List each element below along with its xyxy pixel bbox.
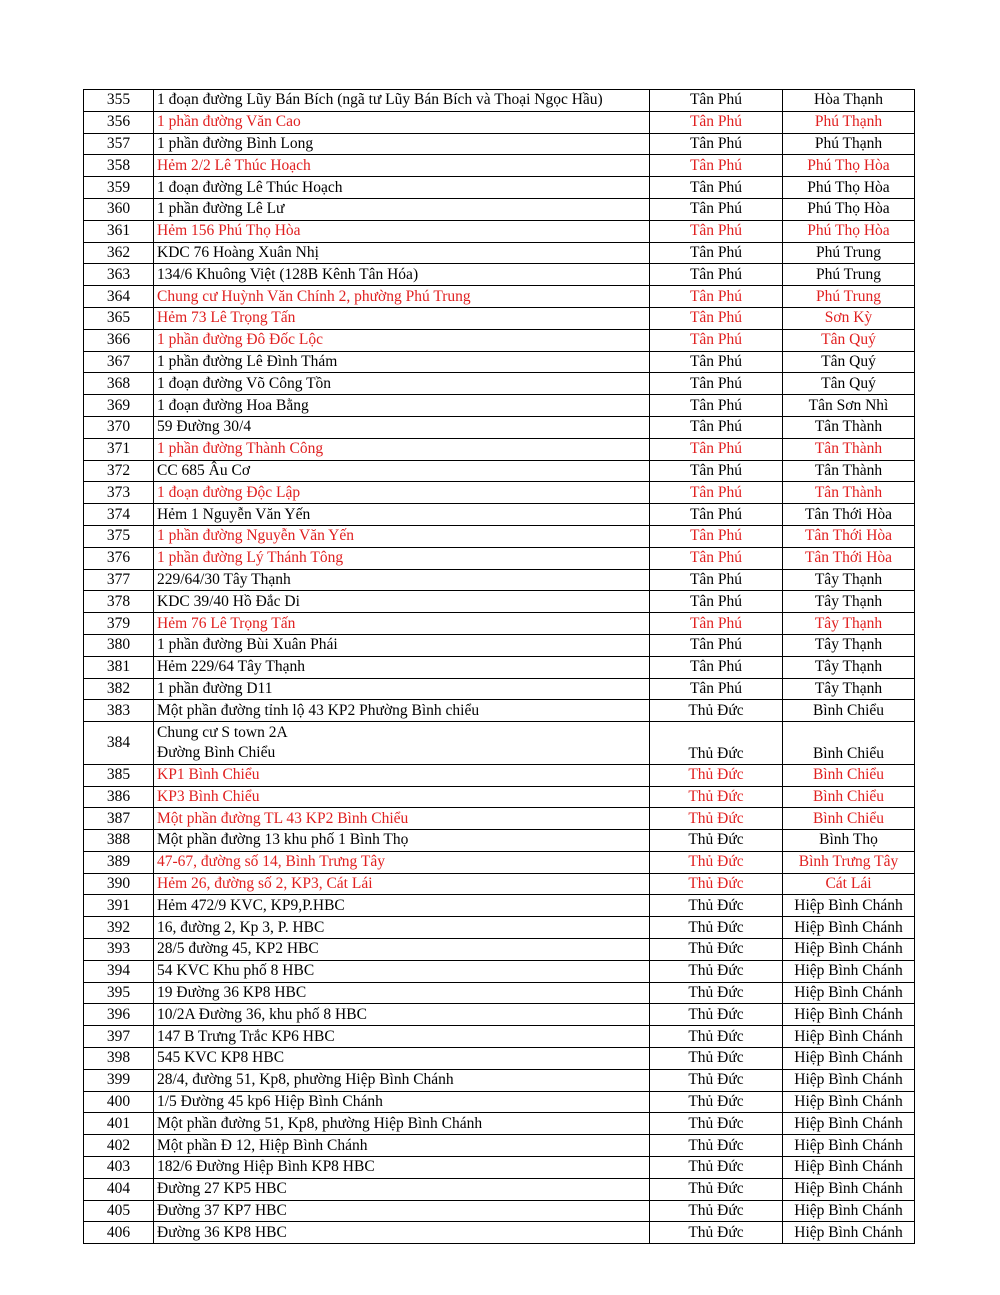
district-cell: Thủ Đức	[650, 1135, 783, 1157]
ward-cell: Phú Thọ Hòa	[783, 155, 915, 177]
district-cell: Tân Phú	[650, 286, 783, 308]
district-cell: Tân Phú	[650, 220, 783, 242]
row-number: 361	[84, 220, 154, 242]
location-line-1: Chung cư S town 2A	[157, 723, 288, 741]
table-row	[84, 1069, 915, 1091]
district-cell: Tân Phú	[650, 198, 783, 220]
table-row	[84, 1026, 915, 1048]
ward-cell: Bình Thọ	[783, 830, 915, 852]
ward-cell: Bình Chiểu	[783, 808, 915, 830]
location-cell: KP3 Bình Chiểu	[154, 786, 650, 808]
location-cell: 1 phần đường Bình Long	[154, 133, 650, 155]
table-row	[84, 895, 915, 917]
district-cell: Tân Phú	[650, 395, 783, 417]
district-cell: Tân Phú	[650, 307, 783, 329]
table-row	[84, 1178, 915, 1200]
district-cell: Thủ Đức	[650, 1091, 783, 1113]
row-number: 369	[84, 395, 154, 417]
ward-cell: Hiệp Bình Chánh	[783, 1113, 915, 1135]
district-cell: Tân Phú	[650, 177, 783, 199]
table-row	[84, 525, 915, 547]
row-number: 392	[84, 917, 154, 939]
row-number: 395	[84, 982, 154, 1004]
row-number: 398	[84, 1048, 154, 1070]
table-row	[84, 395, 915, 417]
row-number: 372	[84, 460, 154, 482]
row-number: 383	[84, 700, 154, 722]
location-cell: 10/2A Đường 36, khu phố 8 HBC	[154, 1004, 650, 1026]
location-cell: 28/4, đường 51, Kp8, phường Hiệp Bình Chánh	[154, 1069, 650, 1091]
district-cell: Thủ Đức	[650, 982, 783, 1004]
location-cell: 1 phần đường Đô Đốc Lộc	[154, 329, 650, 351]
district-cell: Thủ Đức	[650, 786, 783, 808]
table-row	[84, 960, 915, 982]
table-row	[84, 1048, 915, 1070]
district-cell: Thủ Đức	[650, 917, 783, 939]
district-cell: Tân Phú	[650, 525, 783, 547]
row-number: 396	[84, 1004, 154, 1026]
ward-cell: Hiệp Bình Chánh	[783, 1091, 915, 1113]
table-row	[84, 678, 915, 700]
ward-cell: Phú Trung	[783, 242, 915, 264]
location-line-2: Đường Bình Chiểu	[157, 743, 276, 761]
row-number: 388	[84, 830, 154, 852]
table-row	[84, 613, 915, 635]
ward-cell: Hiệp Bình Chánh	[783, 1200, 915, 1222]
ward-cell: Phú Trung	[783, 264, 915, 286]
row-number: 400	[84, 1091, 154, 1113]
ward-cell: Hiệp Bình Chánh	[783, 1178, 915, 1200]
ward-cell: Sơn Kỳ	[783, 307, 915, 329]
row-number: 367	[84, 351, 154, 373]
row-number: 355	[84, 90, 154, 112]
district-cell: Thủ Đức	[650, 808, 783, 830]
ward-cell: Phú Thạnh	[783, 111, 915, 133]
district-cell: Tân Phú	[650, 591, 783, 613]
table-row	[84, 198, 915, 220]
location-cell: 28/5 đường 45, KP2 HBC	[154, 939, 650, 961]
district-cell: Tân Phú	[650, 329, 783, 351]
row-number: 404	[84, 1178, 154, 1200]
district-cell: Tân Phú	[650, 482, 783, 504]
ward-cell: Hiệp Bình Chánh	[783, 895, 915, 917]
location-cell: 134/6 Khuông Việt (128B Kênh Tân Hóa)	[154, 264, 650, 286]
row-number: 376	[84, 547, 154, 569]
district-cell: Tân Phú	[650, 547, 783, 569]
location-cell: 545 KVC KP8 HBC	[154, 1048, 650, 1070]
district-cell: Tân Phú	[650, 351, 783, 373]
district-cell: Tân Phú	[650, 656, 783, 678]
table-row	[84, 1113, 915, 1135]
table-row	[84, 917, 915, 939]
ward-cell: Tây Thạnh	[783, 591, 915, 613]
location-cell: Đường 36 KP8 HBC	[154, 1222, 650, 1244]
district-cell: Tân Phú	[650, 504, 783, 526]
location-cell: 19 Đường 36 KP8 HBC	[154, 982, 650, 1004]
lockdown-areas-table	[83, 89, 915, 1244]
table-row	[84, 416, 915, 438]
table-row	[84, 1222, 915, 1244]
table-row	[84, 504, 915, 526]
location-cell: KDC 76 Hoàng Xuân Nhị	[154, 242, 650, 264]
table-row	[84, 1004, 915, 1026]
ward-cell: Hiệp Bình Chánh	[783, 1048, 915, 1070]
location-cell: 1 đoạn đường Hoa Bằng	[154, 395, 650, 417]
location-cell: Một phần đường tỉnh lộ 43 KP2 Phường Bình chiểu	[154, 700, 650, 722]
location-cell: 1 phần đường Thành Công	[154, 438, 650, 460]
district-cell: Thủ Đức	[650, 1178, 783, 1200]
location-cell: Hẻm 472/9 KVC, KP9,P.HBC	[154, 895, 650, 917]
table-row	[84, 786, 915, 808]
district-cell: Tân Phú	[650, 460, 783, 482]
row-number: 360	[84, 198, 154, 220]
ward-cell: Bình Trưng Tây	[783, 851, 915, 873]
ward-cell: Tân Thới Hòa	[783, 504, 915, 526]
location-cell: Chung cư Huỳnh Văn Chính 2, phường Phú Trung	[154, 286, 650, 308]
row-number: 364	[84, 286, 154, 308]
row-number: 370	[84, 416, 154, 438]
table-row	[84, 177, 915, 199]
location-cell: 1 phần đường D11	[154, 678, 650, 700]
ward-cell: Tân Thành	[783, 438, 915, 460]
location-cell: Đường 37 KP7 HBC	[154, 1200, 650, 1222]
ward-cell: Tân Thành	[783, 416, 915, 438]
table-row	[84, 547, 915, 569]
location-cell: 1/5 Đường 45 kp6 Hiệp Bình Chánh	[154, 1091, 650, 1113]
location-cell: CC 685 Âu Cơ	[154, 460, 650, 482]
table-row	[84, 286, 915, 308]
district-cell: Thủ Đức	[650, 1200, 783, 1222]
row-number: 365	[84, 307, 154, 329]
ward-cell: Tân Quý	[783, 373, 915, 395]
ward-cell: Hiệp Bình Chánh	[783, 960, 915, 982]
row-number: 373	[84, 482, 154, 504]
location-cell: 16, đường 2, Kp 3, P. HBC	[154, 917, 650, 939]
table-row	[84, 634, 915, 656]
ward-cell: Hiệp Bình Chánh	[783, 1004, 915, 1026]
table-row	[84, 808, 915, 830]
ward-cell: Tân Thới Hòa	[783, 525, 915, 547]
location-cell: 182/6 Đường Hiệp Bình KP8 HBC	[154, 1157, 650, 1179]
location-cell: KDC 39/40 Hồ Đắc Di	[154, 591, 650, 613]
table-row	[84, 656, 915, 678]
table-body	[84, 90, 915, 1244]
district-cell: Tân Phú	[650, 90, 783, 112]
district-cell: Tân Phú	[650, 678, 783, 700]
ward-cell: Tân Thới Hòa	[783, 547, 915, 569]
district-cell: Thủ Đức	[650, 939, 783, 961]
district-cell: Tân Phú	[650, 438, 783, 460]
ward-cell: Tân Quý	[783, 351, 915, 373]
location-cell: 1 phần đường Lê Lư	[154, 198, 650, 220]
ward-cell: Phú Thọ Hòa	[783, 220, 915, 242]
district-cell: Thủ Đức	[650, 895, 783, 917]
location-cell: Hẻm 1 Nguyễn Văn Yến	[154, 504, 650, 526]
table-row	[84, 307, 915, 329]
row-number: 362	[84, 242, 154, 264]
district-cell: Thủ Đức	[650, 1048, 783, 1070]
district-cell: Thủ Đức	[650, 851, 783, 873]
location-cell: 47-67, đường số 14, Bình Trưng Tây	[154, 851, 650, 873]
row-number: 356	[84, 111, 154, 133]
row-number: 406	[84, 1222, 154, 1244]
district-cell: Thủ Đức	[650, 1004, 783, 1026]
ward-cell: Bình Chiểu	[783, 786, 915, 808]
row-number: 390	[84, 873, 154, 895]
district-cell: Tân Phú	[650, 634, 783, 656]
district-cell: Tân Phú	[650, 373, 783, 395]
location-cell: 147 B Trưng Trắc KP6 HBC	[154, 1026, 650, 1048]
row-number: 402	[84, 1135, 154, 1157]
ward-cell: Tây Thạnh	[783, 678, 915, 700]
location-cell: 229/64/30 Tây Thạnh	[154, 569, 650, 591]
ward-cell: Phú Thạnh	[783, 133, 915, 155]
table-row	[84, 220, 915, 242]
location-cell: KP1 Bình Chiểu	[154, 764, 650, 786]
row-number: 359	[84, 177, 154, 199]
row-number: 357	[84, 133, 154, 155]
location-cell	[154, 722, 650, 765]
ward-cell: Hiệp Bình Chánh	[783, 1026, 915, 1048]
location-cell: Hẻm 2/2 Lê Thúc Hoạch	[154, 155, 650, 177]
ward-cell: Tân Sơn Nhì	[783, 395, 915, 417]
table-row	[84, 1091, 915, 1113]
row-number: 386	[84, 786, 154, 808]
ward-cell: Phú Trung	[783, 286, 915, 308]
ward-cell: Hiệp Bình Chánh	[783, 917, 915, 939]
location-cell: 54 KVC Khu phố 8 HBC	[154, 960, 650, 982]
location-cell: Một phần đường 13 khu phố 1 Bình Thọ	[154, 830, 650, 852]
location-cell: 1 phần đường Bùi Xuân Phái	[154, 634, 650, 656]
location-cell: 1 phần đường Lê Đình Thám	[154, 351, 650, 373]
district-cell: Thủ Đức	[650, 1069, 783, 1091]
ward-cell: Hiệp Bình Chánh	[783, 1135, 915, 1157]
row-number: 368	[84, 373, 154, 395]
district-cell: Thủ Đức	[650, 1113, 783, 1135]
row-number: 378	[84, 591, 154, 613]
ward-cell: Tân Thành	[783, 482, 915, 504]
location-cell: Hẻm 26, đường số 2, KP3, Cát Lái	[154, 873, 650, 895]
ward-cell: Hiệp Bình Chánh	[783, 1157, 915, 1179]
location-cell: Một phần đường 51, Kp8, phường Hiệp Bình Chánh	[154, 1113, 650, 1135]
ward-cell: Hòa Thạnh	[783, 90, 915, 112]
row-number: 371	[84, 438, 154, 460]
location-cell: 1 đoạn đường Lũy Bán Bích (ngã tư Lũy Bán Bích và Thoại Ngọc Hầu)	[154, 90, 650, 112]
district-cell: Thủ Đức	[650, 960, 783, 982]
table-row	[84, 591, 915, 613]
table-row	[84, 851, 915, 873]
district-cell: Thủ Đức	[650, 1157, 783, 1179]
table-row	[84, 264, 915, 286]
ward-cell: Tân Thành	[783, 460, 915, 482]
row-number: 394	[84, 960, 154, 982]
location-cell: Hẻm 73 Lê Trọng Tấn	[154, 307, 650, 329]
table-row	[84, 329, 915, 351]
table-row	[84, 722, 915, 765]
row-number: 405	[84, 1200, 154, 1222]
location-cell: 1 đoạn đường Võ Công Tồn	[154, 373, 650, 395]
location-cell: Hẻm 76 Lê Trọng Tấn	[154, 613, 650, 635]
table-row	[84, 460, 915, 482]
district-cell: Tân Phú	[650, 242, 783, 264]
district-cell: Tân Phú	[650, 264, 783, 286]
row-number: 397	[84, 1026, 154, 1048]
table-row	[84, 982, 915, 1004]
row-number: 358	[84, 155, 154, 177]
table-row	[84, 373, 915, 395]
ward-cell: Tây Thạnh	[783, 613, 915, 635]
ward-cell: Hiệp Bình Chánh	[783, 939, 915, 961]
row-number: 377	[84, 569, 154, 591]
district-cell: Thủ Đức	[650, 830, 783, 852]
table-row	[84, 1200, 915, 1222]
district-cell: Tân Phú	[650, 416, 783, 438]
district-cell: Tân Phú	[650, 155, 783, 177]
location-cell: 1 đoạn đường Độc Lập	[154, 482, 650, 504]
district-cell: Tân Phú	[650, 111, 783, 133]
row-number: 374	[84, 504, 154, 526]
table-row	[84, 351, 915, 373]
row-number: 399	[84, 1069, 154, 1091]
ward-cell: Hiệp Bình Chánh	[783, 982, 915, 1004]
district-cell: Thủ Đức	[650, 764, 783, 786]
row-number: 380	[84, 634, 154, 656]
row-number: 389	[84, 851, 154, 873]
row-number: 387	[84, 808, 154, 830]
row-number: 393	[84, 939, 154, 961]
row-number: 381	[84, 656, 154, 678]
table-row	[84, 700, 915, 722]
row-number: 384	[84, 722, 154, 765]
row-number: 385	[84, 764, 154, 786]
location-cell: 1 phần đường Văn Cao	[154, 111, 650, 133]
row-number: 375	[84, 525, 154, 547]
table-row	[84, 873, 915, 895]
table-row	[84, 830, 915, 852]
district-cell: Thủ Đức	[650, 700, 783, 722]
district-cell: Thủ Đức	[650, 722, 783, 765]
row-number: 403	[84, 1157, 154, 1179]
row-number: 391	[84, 895, 154, 917]
row-number: 382	[84, 678, 154, 700]
table-row	[84, 482, 915, 504]
table-row	[84, 90, 915, 112]
location-cell: Một phần đường TL 43 KP2 Bình Chiểu	[154, 808, 650, 830]
location-cell: 1 phần đường Nguyễn Văn Yến	[154, 525, 650, 547]
ward-cell: Phú Thọ Hòa	[783, 198, 915, 220]
ward-cell: Bình Chiểu	[783, 700, 915, 722]
row-number: 366	[84, 329, 154, 351]
location-cell: 1 phần đường Lý Thánh Tông	[154, 547, 650, 569]
district-cell: Thủ Đức	[650, 873, 783, 895]
location-cell: Hẻm 229/64 Tây Thạnh	[154, 656, 650, 678]
table-row	[84, 569, 915, 591]
district-cell: Tân Phú	[650, 569, 783, 591]
ward-cell: Hiệp Bình Chánh	[783, 1069, 915, 1091]
table-row	[84, 939, 915, 961]
table-row	[84, 155, 915, 177]
ward-cell: Tân Quý	[783, 329, 915, 351]
table-row	[84, 242, 915, 264]
ward-cell: Bình Chiểu	[783, 722, 915, 765]
location-cell: Đường 27 KP5 HBC	[154, 1178, 650, 1200]
row-number: 401	[84, 1113, 154, 1135]
district-cell: Thủ Đức	[650, 1026, 783, 1048]
location-cell: 59 Đường 30/4	[154, 416, 650, 438]
ward-cell: Tây Thạnh	[783, 569, 915, 591]
table-row	[84, 133, 915, 155]
table-row	[84, 438, 915, 460]
ward-cell: Bình Chiểu	[783, 764, 915, 786]
district-cell: Tân Phú	[650, 613, 783, 635]
ward-cell: Tây Thạnh	[783, 634, 915, 656]
table-row	[84, 1135, 915, 1157]
district-cell: Thủ Đức	[650, 1222, 783, 1244]
location-cell: Một phần Đ 12, Hiệp Bình Chánh	[154, 1135, 650, 1157]
table-row	[84, 1157, 915, 1179]
row-number: 363	[84, 264, 154, 286]
ward-cell: Hiệp Bình Chánh	[783, 1222, 915, 1244]
location-cell: 1 đoạn đường Lê Thúc Hoạch	[154, 177, 650, 199]
ward-cell: Tây Thạnh	[783, 656, 915, 678]
district-cell: Tân Phú	[650, 133, 783, 155]
table-row	[84, 764, 915, 786]
location-cell: Hẻm 156 Phú Thọ Hòa	[154, 220, 650, 242]
row-number: 379	[84, 613, 154, 635]
ward-cell: Phú Thọ Hòa	[783, 177, 915, 199]
table-row	[84, 111, 915, 133]
ward-cell: Cát Lái	[783, 873, 915, 895]
